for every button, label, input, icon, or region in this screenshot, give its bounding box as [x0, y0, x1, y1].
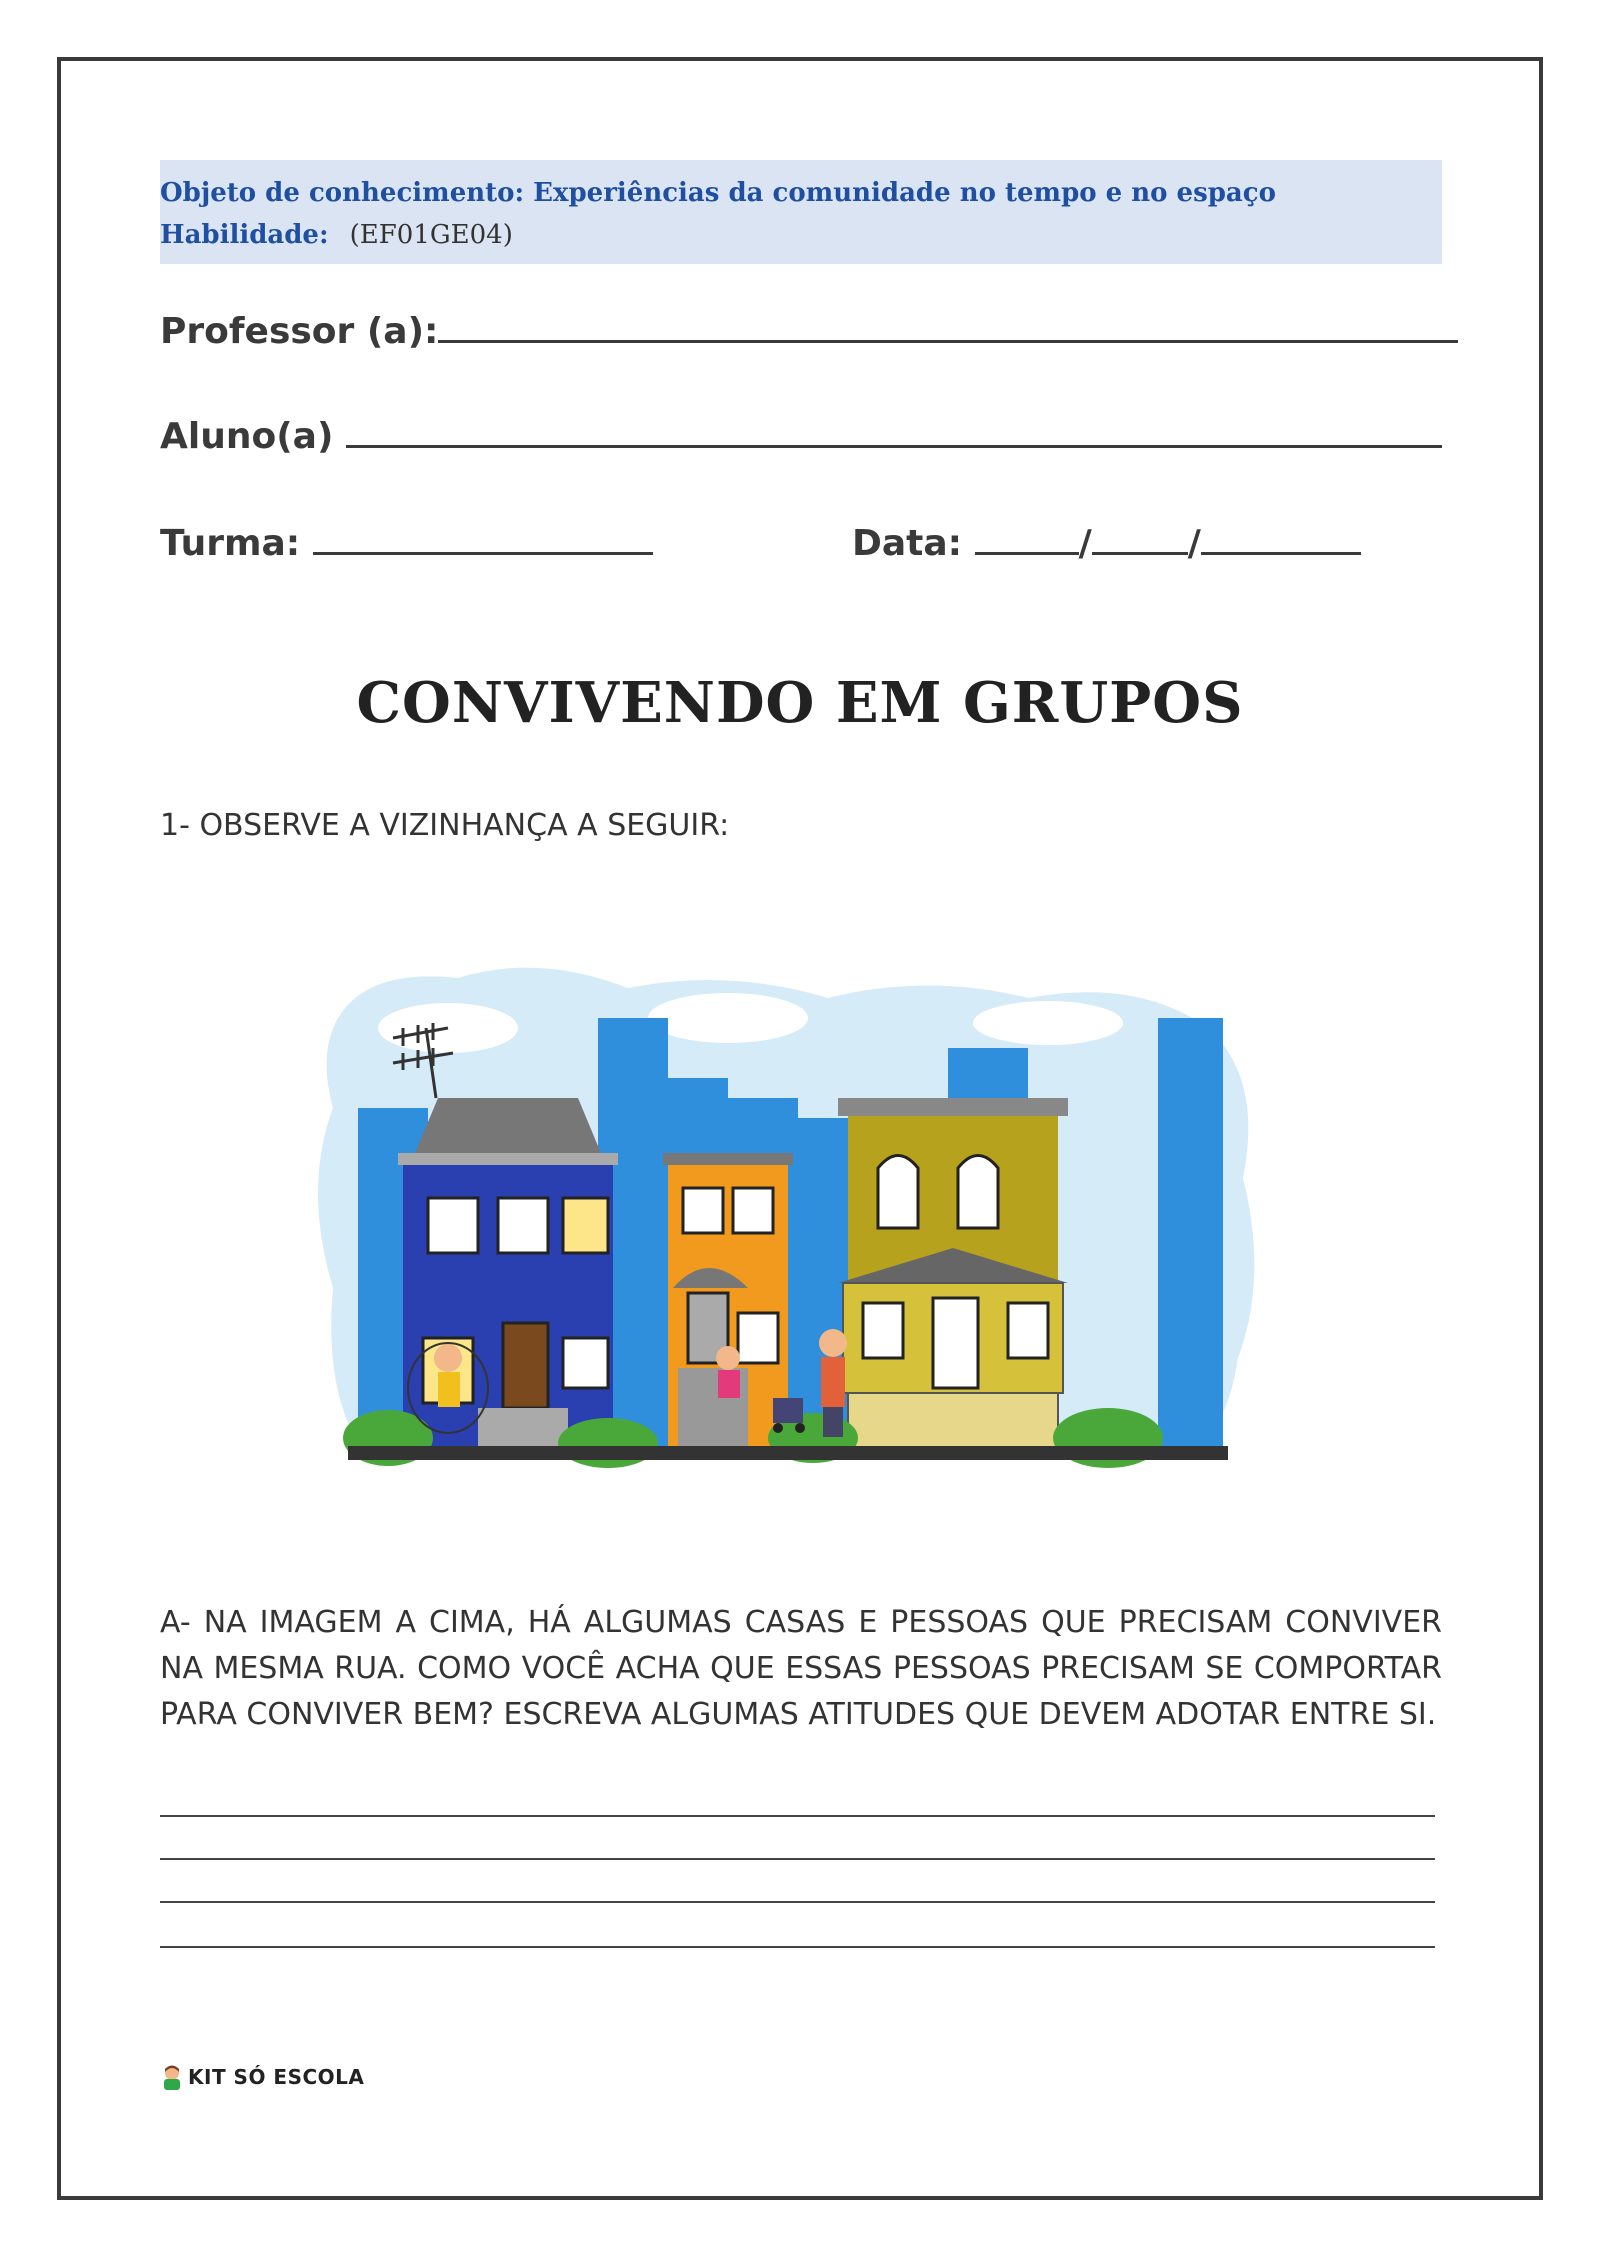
street-ground	[348, 1446, 1228, 1460]
date-separator: /	[1187, 523, 1201, 564]
objeto-line	[160, 172, 1442, 214]
data-month-blank[interactable]	[1092, 522, 1188, 555]
objeto-label: Objeto de conhecimento:	[160, 178, 525, 208]
data-year-blank[interactable]	[1201, 522, 1361, 555]
habilidade-label: Habilidade:	[160, 220, 329, 250]
turma-blank[interactable]	[313, 522, 653, 555]
question-1: 1- OBSERVE A VIZINHANÇA A SEGUIR:	[160, 808, 730, 843]
answer-line[interactable]	[160, 1858, 1435, 1860]
answer-line[interactable]	[160, 1815, 1435, 1817]
olive-house	[838, 1098, 1068, 1448]
brand-name: KIT SÓ ESCOLA	[188, 2065, 365, 2089]
blue-house	[398, 1098, 618, 1448]
header-box	[160, 160, 1442, 264]
aluno-field	[160, 415, 1442, 457]
answer-line[interactable]	[160, 1946, 1435, 1948]
professor-blank[interactable]	[438, 310, 1458, 343]
aluno-label: Aluno(a)	[160, 416, 334, 457]
person-sitting-woman	[716, 1346, 740, 1398]
habilidade-code: (EF01GE04)	[349, 220, 513, 250]
turma-field	[160, 522, 653, 564]
professor-label: Professor (a):	[160, 311, 439, 352]
turma-label: Turma:	[160, 523, 301, 564]
professor-field	[160, 310, 1458, 352]
aluno-blank[interactable]	[346, 415, 1442, 448]
student-mascot-icon	[160, 2064, 184, 2090]
data-field	[852, 522, 1361, 564]
neighborhood-illustration	[308, 958, 1268, 1498]
data-label: Data:	[852, 523, 963, 564]
date-separator: /	[1078, 523, 1092, 564]
brand-footer	[160, 2064, 364, 2090]
objeto-value: Experiências da comunidade no tempo e no espaço	[533, 178, 1276, 208]
question-a: A- NA IMAGEM A CIMA, HÁ ALGUMAS CASAS E PESSOAS QUE PRECISAM CONVIVER NA MESMA RUA. COMO VOCÊ ACHA QUE ESSAS PESSOAS PRECISAM SE COMPORTAR PARA CONVIVER BEM? ESCREVA ALGUMAS ATITUDES QUE DEVEM ADOTAR ENTRE SI.	[160, 1605, 1442, 1732]
habilidade-line	[160, 214, 1442, 256]
page-title: CONVIVENDO EM GRUPOS	[356, 670, 1244, 736]
data-day-blank[interactable]	[975, 522, 1079, 555]
answer-line[interactable]	[160, 1901, 1435, 1903]
